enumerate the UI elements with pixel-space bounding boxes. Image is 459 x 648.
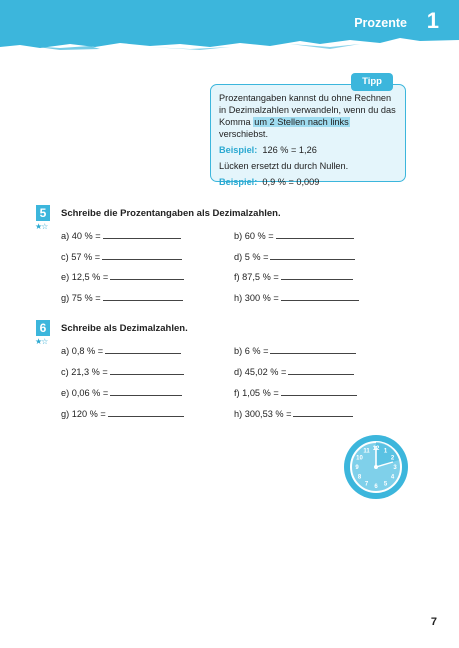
exercise-5-task-g <box>61 292 183 303</box>
exercise-6-task-h <box>234 408 353 419</box>
answer-line[interactable] <box>281 271 353 280</box>
exercise-6-task-d <box>234 366 354 377</box>
exercise-6-task-e <box>61 387 182 398</box>
clock-numeral: 7 <box>364 481 369 488</box>
tip-text-line3-end: verschiebst. <box>219 129 269 139</box>
chapter-number: 1 <box>426 8 439 33</box>
answer-line[interactable] <box>108 408 184 417</box>
clock-numeral: 4 <box>390 474 395 481</box>
task-label: b) 6 % = <box>234 346 269 356</box>
chapter-header <box>0 0 459 52</box>
exercise-6-task-g <box>61 408 184 419</box>
answer-line[interactable] <box>281 387 357 396</box>
answer-line[interactable] <box>281 292 359 301</box>
task-label: a) 40 % = <box>61 231 101 241</box>
task-label: a) 0,8 % = <box>61 346 104 356</box>
example2-label: Beispiel: <box>219 177 258 187</box>
exercise-5-task-e <box>61 271 184 282</box>
task-label: d) 45,02 % = <box>234 367 287 377</box>
clock-numeral: 12 <box>372 446 380 452</box>
clock-numeral: 8 <box>357 474 362 481</box>
exercise-5-task-h <box>234 292 359 303</box>
example1-value: 126 % = 1,26 <box>262 145 317 155</box>
task-label: c) 57 % = <box>61 252 101 262</box>
example2-value: 0,9 % = 0,009 <box>262 177 320 187</box>
tip-highlight: um 2 Stellen nach links <box>254 117 349 127</box>
exercise-6-title: Schreibe als Dezimalzahlen. <box>61 323 188 334</box>
answer-line[interactable] <box>103 292 183 301</box>
answer-line[interactable] <box>276 230 354 239</box>
exercise-5-task-b <box>234 230 354 241</box>
exercise-5-task-f <box>234 271 353 282</box>
task-label: e) 0,06 % = <box>61 388 109 398</box>
answer-line[interactable] <box>288 366 354 375</box>
exercise-5-badge: 5 <box>36 205 50 221</box>
exercise-6-badge: 6 <box>36 320 50 336</box>
page-number: 7 <box>430 616 437 628</box>
answer-line[interactable] <box>110 387 182 396</box>
task-label: g) 120 % = <box>61 409 106 419</box>
tip-box <box>210 76 406 187</box>
answer-line[interactable] <box>105 345 181 354</box>
clock-numeral: 2 <box>390 455 395 462</box>
exercise-5-title: Schreibe die Prozentangaben als Dezimalzahlen. <box>61 208 281 219</box>
example1-label: Beispiel: <box>219 145 258 155</box>
task-label: d) 5 % = <box>234 252 269 262</box>
exercise-6-task-f <box>234 387 357 398</box>
exercise-5-task-a <box>61 230 181 241</box>
clock-numeral: 3 <box>393 465 397 471</box>
answer-line[interactable] <box>110 366 184 375</box>
exercise-6-task-a <box>61 345 181 356</box>
tip-text-line2: in Dezimalzahlen verwandeln, wenn du das <box>219 105 396 115</box>
task-label: h) 300,53 % = <box>234 409 292 419</box>
tip-text-line1: Prozentangaben kannst du ohne Rechnen <box>219 93 392 103</box>
clock-numeral: 9 <box>355 465 359 471</box>
task-label: f) 1,05 % = <box>234 388 279 398</box>
clock-numeral: 11 <box>363 448 370 455</box>
exercise-6-task-b <box>234 345 356 356</box>
exercise-6-difficulty-stars: ★☆ <box>35 337 48 346</box>
task-label: c) 21,3 % = <box>61 367 108 377</box>
exercise-5-task-d <box>234 251 355 262</box>
tip-text-line3 <box>219 116 397 140</box>
answer-line[interactable] <box>270 251 355 260</box>
answer-line[interactable] <box>102 251 182 260</box>
exercise-5-difficulty-stars: ★☆ <box>35 222 48 231</box>
task-label: g) 75 % = <box>61 293 101 303</box>
exercise-6-task-c <box>61 366 184 377</box>
clock-numeral: 5 <box>383 481 388 488</box>
clock-numeral: 6 <box>374 484 378 490</box>
task-label: h) 300 % = <box>234 293 279 303</box>
clock-numeral: 10 <box>356 455 363 462</box>
task-label: b) 60 % = <box>234 231 274 241</box>
answer-line[interactable] <box>270 345 356 354</box>
answer-line[interactable] <box>103 230 181 239</box>
tip-example2 <box>219 176 397 188</box>
answer-line[interactable] <box>293 408 353 417</box>
exercise-5-task-c <box>61 251 182 262</box>
tip-label: Tipp <box>351 73 393 91</box>
answer-line[interactable] <box>110 271 184 280</box>
clock-numeral: 1 <box>383 448 388 455</box>
tip-text-line3-start: Komma <box>219 117 254 127</box>
task-label: e) 12,5 % = <box>61 272 109 282</box>
stopwatch-icon <box>341 432 411 502</box>
task-label: f) 87,5 % = <box>234 272 279 282</box>
tip-example1 <box>219 144 397 156</box>
chapter-title: Prozente <box>354 16 407 30</box>
tip-note: Lücken ersetzt du durch Nullen. <box>219 161 349 171</box>
